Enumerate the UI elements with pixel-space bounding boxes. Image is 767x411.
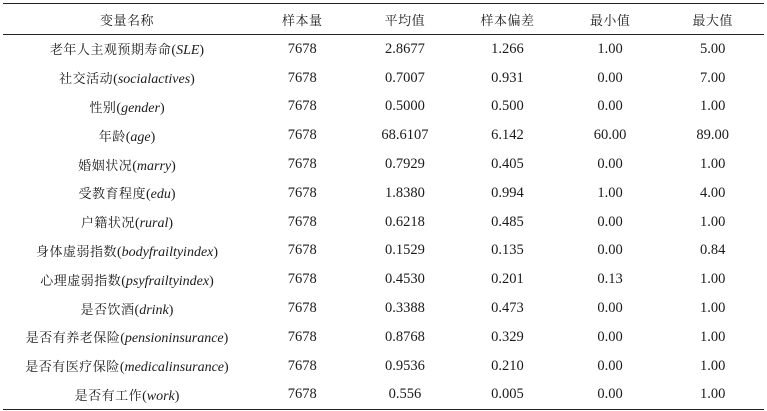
variable-name-cell xyxy=(3,35,251,64)
variable-code: psyfrailtyindex xyxy=(125,273,210,289)
mean-cell: 0.5000 xyxy=(384,98,425,115)
open-paren: ( xyxy=(171,43,177,59)
variable-name-cell xyxy=(3,265,251,294)
sample-size-cell: 7678 xyxy=(287,127,317,144)
min-cell: 0.00 xyxy=(597,98,623,115)
min-cell: 0.13 xyxy=(597,271,623,288)
open-paren: ( xyxy=(142,388,147,404)
max-cell: 1.00 xyxy=(700,357,726,374)
open-paren: ( xyxy=(121,273,126,289)
close-paren: ) xyxy=(171,158,176,174)
variable-code: edu xyxy=(150,187,171,203)
mean-cell: 1.8380 xyxy=(384,184,425,201)
variable-name-cell xyxy=(3,179,251,208)
min-cell: 60.00 xyxy=(593,127,627,144)
variable-chinese-name: 性别 xyxy=(89,100,117,116)
header-std-dev: 样本偏差 xyxy=(480,13,535,29)
header-row xyxy=(3,4,764,35)
table-row xyxy=(3,179,764,208)
open-paren: ( xyxy=(116,100,122,116)
min-cell: 0.00 xyxy=(597,69,623,86)
close-paren: ) xyxy=(168,216,174,232)
table-row xyxy=(3,93,764,122)
open-paren: ( xyxy=(134,216,140,232)
variable-chinese-name: 身体虚弱指数 xyxy=(35,244,117,260)
table-row xyxy=(3,323,764,352)
max-cell: 89.00 xyxy=(696,127,729,144)
variable-code: rural xyxy=(139,216,169,232)
sample-size-cell: 7678 xyxy=(287,328,317,345)
variable-name-cell xyxy=(3,352,251,381)
sample-size-cell: 7678 xyxy=(287,184,317,201)
sample-size-cell: 7678 xyxy=(287,386,317,403)
close-paren: ) xyxy=(224,360,229,376)
std-dev-cell: 1.266 xyxy=(491,40,524,57)
variable-code: pensioninsurance xyxy=(124,331,224,347)
min-cell: 1.00 xyxy=(597,184,623,201)
variable-chinese-name: 户籍状况 xyxy=(80,216,135,232)
max-cell: 5.00 xyxy=(700,40,726,57)
open-paren: ( xyxy=(145,187,151,203)
variable-code: work xyxy=(146,388,175,404)
min-cell: 0.00 xyxy=(597,386,623,403)
variable-code: bodyfrailtyindex xyxy=(121,244,214,260)
variable-code: gender xyxy=(121,100,160,116)
std-dev-cell: 0.329 xyxy=(491,328,524,345)
sample-size-cell: 7678 xyxy=(287,271,317,288)
std-dev-cell: 0.931 xyxy=(491,69,524,86)
std-dev-cell: 0.405 xyxy=(491,156,524,173)
variable-name-cell xyxy=(3,64,251,93)
open-paren: ( xyxy=(120,331,125,347)
max-cell: 1.00 xyxy=(700,156,726,173)
variable-chinese-name: 心理虚弱指数 xyxy=(40,273,122,289)
header-mean: 平均值 xyxy=(384,13,426,29)
open-paren: ( xyxy=(134,302,140,318)
sample-size-cell: 7678 xyxy=(287,300,317,317)
mean-cell: 2.8677 xyxy=(384,40,425,57)
mean-cell: 0.9536 xyxy=(384,357,425,374)
std-dev-cell: 6.142 xyxy=(491,127,524,144)
std-dev-cell: 0.005 xyxy=(491,386,524,403)
variable-name-cell xyxy=(3,294,251,323)
open-paren: ( xyxy=(119,360,125,376)
variable-code: marry xyxy=(136,158,172,174)
mean-cell: 0.7007 xyxy=(384,69,425,86)
min-cell: 0.00 xyxy=(597,357,623,374)
variable-code: socialactives xyxy=(117,72,191,88)
descriptive-statistics-table-wrapper xyxy=(3,3,764,410)
variable-chinese-name: 是否有养老保险 xyxy=(25,331,121,347)
min-cell: 0.00 xyxy=(597,328,623,345)
sample-size-cell: 7678 xyxy=(287,40,317,57)
std-dev-cell: 0.210 xyxy=(491,357,524,374)
sample-size-cell: 7678 xyxy=(287,357,317,374)
sample-size-cell: 7678 xyxy=(287,242,317,259)
variable-name-cell xyxy=(3,381,251,410)
close-paren: ) xyxy=(170,187,176,203)
header-max: 最大值 xyxy=(692,13,733,29)
close-paren: ) xyxy=(209,273,214,289)
std-dev-cell: 0.994 xyxy=(491,184,524,201)
variable-code: age xyxy=(130,129,151,145)
header-variable-name: 变量名称 xyxy=(99,13,154,29)
descriptive-statistics-table xyxy=(3,3,764,410)
std-dev-cell: 0.135 xyxy=(491,242,524,259)
open-paren: ( xyxy=(113,72,118,88)
variable-chinese-name: 老年人主观预期寿命 xyxy=(49,43,172,59)
table-row xyxy=(3,150,764,179)
mean-cell: 0.8768 xyxy=(384,328,425,345)
close-paren: ) xyxy=(213,244,219,260)
std-dev-cell: 0.201 xyxy=(491,271,524,288)
open-paren: ( xyxy=(125,129,131,145)
variable-code: medicalinsurance xyxy=(124,360,225,376)
variable-name-cell xyxy=(3,150,251,179)
table-row xyxy=(3,381,764,410)
close-paren: ) xyxy=(168,302,174,318)
max-cell: 1.00 xyxy=(700,386,726,403)
variable-name-cell xyxy=(3,93,251,122)
sample-size-cell: 7678 xyxy=(287,69,317,86)
open-paren: ( xyxy=(116,244,122,260)
variable-name-cell xyxy=(3,121,251,150)
max-cell: 1.00 xyxy=(700,300,726,317)
max-cell: 1.00 xyxy=(700,271,726,288)
header-min: 最小值 xyxy=(589,13,631,29)
min-cell: 0.00 xyxy=(597,242,623,259)
variable-name-cell xyxy=(3,208,251,237)
table-row xyxy=(3,352,764,381)
variable-chinese-name: 是否有工作 xyxy=(74,388,143,404)
mean-cell: 0.4530 xyxy=(384,271,425,288)
variable-name-cell xyxy=(3,237,251,266)
variable-chinese-name: 年龄 xyxy=(98,129,126,145)
variable-code: drink xyxy=(139,302,169,318)
max-cell: 1.00 xyxy=(700,98,726,115)
variable-chinese-name: 婚姻状况 xyxy=(78,158,133,174)
variable-chinese-name: 社交活动 xyxy=(59,72,114,88)
table-row xyxy=(3,64,764,93)
mean-cell: 68.6107 xyxy=(381,127,429,144)
mean-cell: 0.6218 xyxy=(384,213,425,230)
close-paren: ) xyxy=(150,129,156,145)
table-row xyxy=(3,294,764,323)
table-row xyxy=(3,121,764,150)
max-cell: 1.00 xyxy=(700,213,726,230)
sample-size-cell: 7678 xyxy=(287,98,317,115)
table-row xyxy=(3,208,764,237)
mean-cell: 0.7929 xyxy=(384,156,425,173)
close-paren: ) xyxy=(223,331,229,347)
close-paren: ) xyxy=(199,43,205,59)
sample-size-cell: 7678 xyxy=(287,213,317,230)
mean-cell: 0.556 xyxy=(388,386,422,403)
max-cell: 4.00 xyxy=(700,184,726,201)
std-dev-cell: 0.473 xyxy=(491,300,524,317)
variable-code: SLE xyxy=(176,43,200,59)
header-sample-size: 样本量 xyxy=(282,13,323,29)
variable-chinese-name: 受教育程度 xyxy=(78,187,146,203)
close-paren: ) xyxy=(159,100,165,116)
table-row xyxy=(3,237,764,266)
variable-chinese-name: 是否有医疗保险 xyxy=(25,360,120,376)
table-body xyxy=(3,35,764,410)
max-cell: 0.84 xyxy=(700,242,726,259)
max-cell: 7.00 xyxy=(700,69,726,86)
close-paren: ) xyxy=(190,72,195,88)
std-dev-cell: 0.485 xyxy=(491,213,524,230)
std-dev-cell: 0.500 xyxy=(491,98,524,115)
mean-cell: 0.3388 xyxy=(384,300,425,317)
table-header xyxy=(3,4,764,35)
open-paren: ( xyxy=(132,158,137,174)
table-row xyxy=(3,35,764,64)
min-cell: 0.00 xyxy=(597,300,623,317)
variable-name-cell xyxy=(3,323,251,352)
mean-cell: 0.1529 xyxy=(384,242,425,259)
max-cell: 1.00 xyxy=(700,328,726,345)
close-paren: ) xyxy=(174,388,180,404)
min-cell: 0.00 xyxy=(597,213,623,230)
min-cell: 1.00 xyxy=(597,40,623,57)
sample-size-cell: 7678 xyxy=(287,156,317,173)
variable-chinese-name: 是否饮酒 xyxy=(80,302,135,318)
min-cell: 0.00 xyxy=(597,156,623,173)
table-row xyxy=(3,265,764,294)
